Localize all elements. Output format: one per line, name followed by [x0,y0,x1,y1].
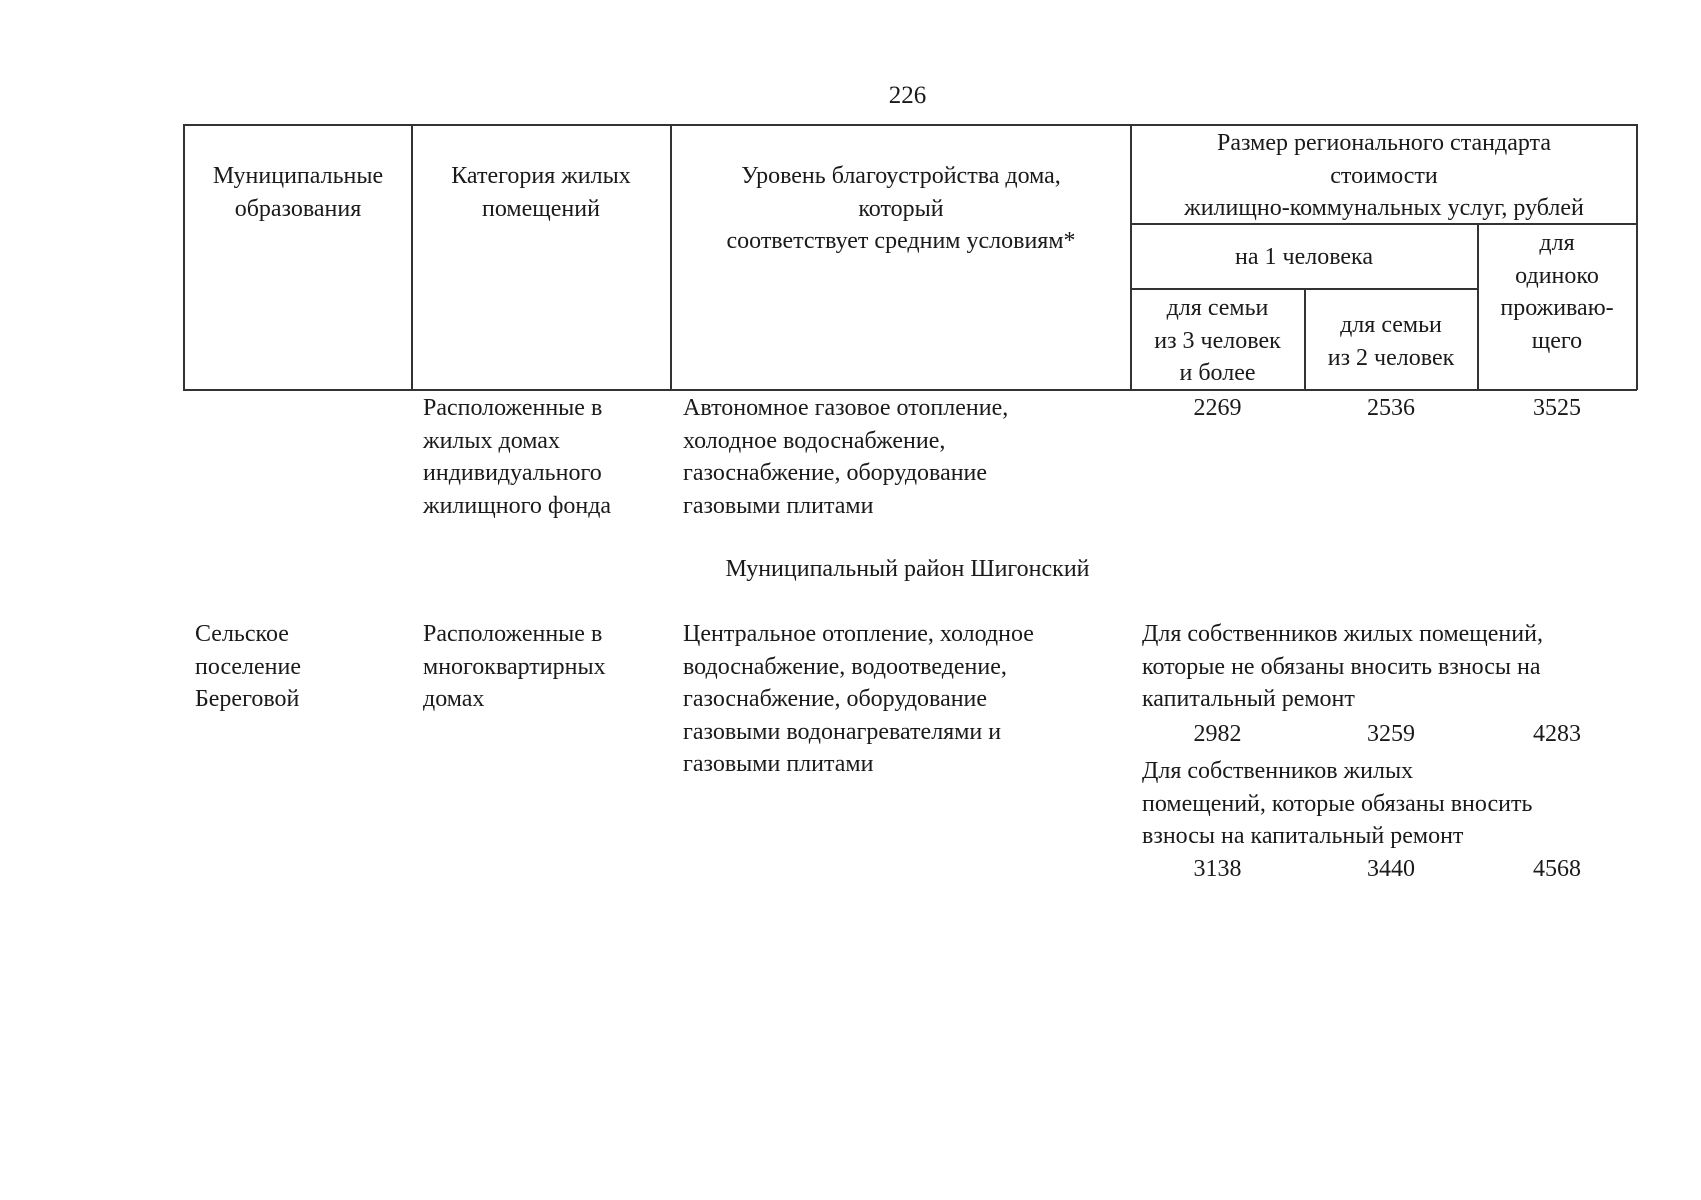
header-family2: для семьи из 2 человек [1327,312,1455,371]
header-per-person: на 1 человека [1235,244,1373,270]
header-municipal: Муниципальные образования [212,163,384,222]
row2-value2-family3: 3138 [1193,856,1242,882]
row2-municipal: Сельское поселение Береговой [195,621,302,712]
row2-value2-family2: 3440 [1367,856,1415,882]
row2-value1-family3: 2982 [1193,721,1242,747]
row2-value1-single: 4283 [1533,721,1581,747]
table-header-bottom-border [183,389,1637,391]
row1-value-single: 3525 [1533,395,1581,421]
row2-value1-family2: 3259 [1367,721,1415,747]
row2-note-capital-repair: Для собственников жилых помещений, которые обязаны вносить взносы на капитальный ремонт [1142,758,1533,849]
header-single: для одиноко проживаю- щего [1500,230,1614,354]
row2-note-no-capital-repair: Для собственников жилых помещений, которые не обязаны вносить взносы на капитальный ремонт [1142,621,1543,712]
header-standard: Размер регионального стандарта стоимости жилищно-коммунальных услуг, рублей [1184,130,1584,221]
row2-level: Центральное отопление, холодное водоснабжение, водоотведение, газоснабжение, оборудование газовыми водонагревателями и газовыми плитами [683,621,1034,777]
page-number: 226 [888,82,927,109]
table-top-border [183,124,1637,126]
row1-category: Расположенные в жилых домах индивидуального жилищного фонда [423,395,612,519]
header-level: Уровень благоустройства дома, который соответствует средним условиям* [726,163,1076,254]
header-family3: для семьи из 3 человек и более [1154,295,1281,386]
row2-category: Расположенные в многоквартирных домах [423,621,606,712]
row2-value2-single: 4568 [1533,856,1581,882]
row1-value-family2: 2536 [1367,395,1415,421]
section-title: Муниципальный район Шигонский [725,556,1090,582]
row1-value-family3: 2269 [1193,395,1242,421]
row1-level: Автономное газовое отопление, холодное водоснабжение, газоснабжение, оборудование газовыми плитами [683,395,1009,519]
header-category: Категория жилых помещений [451,163,631,222]
